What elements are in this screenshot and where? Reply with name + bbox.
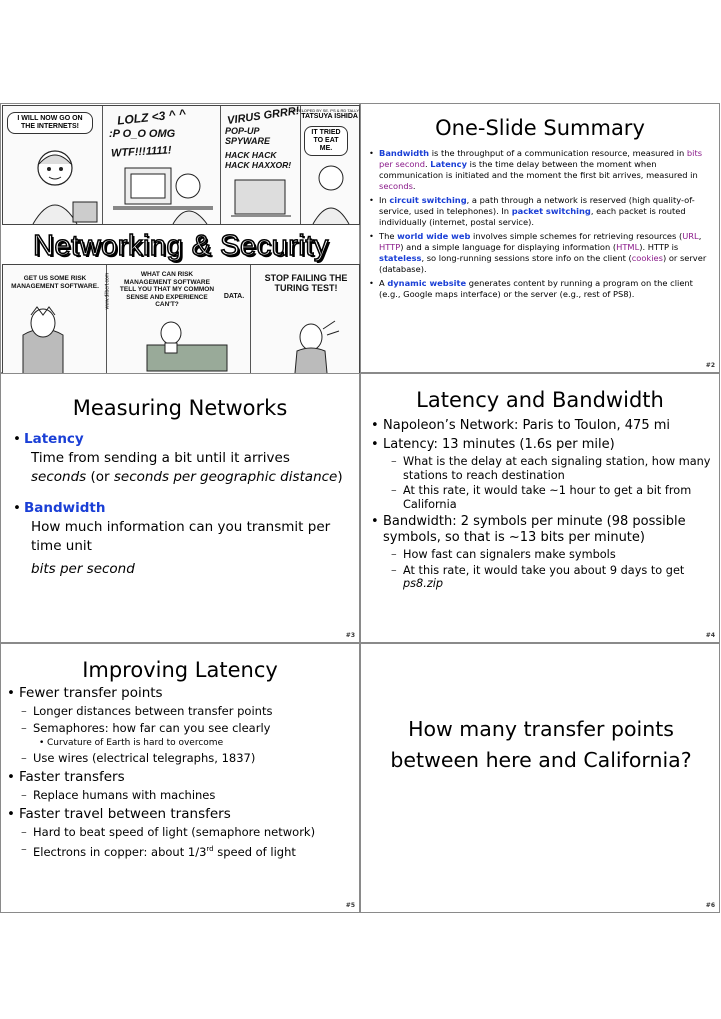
slide-number: #2 [705,362,715,369]
slide-5-body [1,685,359,860]
bandwidth-units: bits per second [31,561,135,577]
scared-kid-drawing [301,106,361,226]
slide-5 [0,643,360,913]
bandwidth-heading: • Bandwidth [13,499,359,518]
comic-panel-3 [221,106,301,224]
dilbert-text-3: STOP FAILING THE TURING TEST! [264,273,348,293]
comic-artist: TATSUYA ISHIDA [301,113,358,120]
slide-4-title: Latency and Bandwidth [416,388,664,412]
slide-2-title: One-Slide Summary [435,116,645,140]
desk-drawing [107,265,251,375]
slide-1 [0,103,360,373]
speech-bubble-1: I WILL NOW GO ON THE INTERNETS! [7,112,93,134]
summary-list [361,148,719,300]
latency-description: Time from sending a bit until it arrives [31,450,290,466]
scribble-popup: POP-UP SPYWARE [225,126,271,146]
bullet-fewer-transfer: • Fewer transfer points [7,685,359,702]
dilbert-url: www.dilbert.com [104,273,110,310]
monitor-chaos-drawing [221,106,301,226]
slide-5-title: Improving Latency [82,658,278,682]
summary-item-switching: • In circuit switching, a path through a network is reserved (high quality-of-service, used in telephones). In packet switching, each packet is routed individually (internet, postal service). [369,195,713,228]
latency-heading: • Latency [13,430,359,449]
scribble-virus: VIRUS GRRR! [226,104,301,128]
speech-bubble-2: IT TRIED TO EAT ME. [304,126,348,156]
angry-boss-drawing [251,265,361,375]
sub-longer-distances: – Longer distances between transfer points [7,704,359,719]
slide-number: #3 [345,632,355,639]
slide-6-question: How many transfer points between here and California? [390,717,692,772]
slide-4-body [361,418,719,591]
sub-ps8: – At this rate, it would take you about 9 days to get ps8.zip [371,564,713,591]
slide-6 [360,643,720,913]
slide-3 [0,373,360,643]
summary-item-web: • The world wide web involves simple schemes for retrieving resources (URL, HTTP) and a simple language for displaying information (HTML). HTTP is stateless, so long-running sessions store info on the client (cookies) or server (database). [369,231,713,275]
sub-symbols: – How fast can signalers make symbols [371,548,713,562]
bullet-latency: • Latency: 13 minutes (1.6s per mile) [371,437,713,453]
bullet-napoleon: • Napoleon’s Network: Paris to Toulon, 475 mi [371,418,713,434]
slide-number: #5 [345,902,355,909]
comic-panel-1 [3,106,103,224]
summary-item-bandwidth: • Bandwidth is the throughput of a communication resource, measured in bits per second. Latency is the time delay between the moment when communication is initiated and the moment the first bit arrives, measured in seconds. [369,148,713,192]
dilbert-text-2-side: DATA. [223,293,245,300]
sub-california: – At this rate, it would take ~1 hour to get a bit from California [371,484,713,511]
scribble-wtf: WTF!!!1111! [110,144,172,160]
slide-4 [360,373,720,643]
sub-speed-of-light: – Hard to beat speed of light (semaphore network) [7,825,359,840]
bullet-faster-travel: • Faster travel between transfers [7,806,359,823]
dilbert-panel-1 [3,265,110,373]
sub-curvature: • Curvature of Earth is hard to overcome [7,737,359,749]
sub-semaphores: – Semaphores: how far can you see clearly [7,721,359,736]
summary-item-dynamic: • A dynamic website generates content by running a program on the client (e.g., Google maps interface) or the server (e.g., rest of PS8). [369,278,713,300]
sub-delay: – What is the delay at each signaling station, how many stations to reach destination [371,455,713,482]
comic-panel-2 [103,106,221,224]
sub-wires: – Use wires (electrical telegraphs, 1837) [7,751,359,766]
bullet-faster-transfers: • Faster transfers [7,769,359,786]
comic-bottom [2,264,360,374]
slide-3-body [1,430,359,579]
scribble-hack: HACK HACK HACK HAXXOR! [225,150,292,170]
boss-drawing [3,265,107,375]
handout-grid [0,103,720,913]
dilbert-text-1: GET US SOME RISK MANAGEMENT SOFTWARE. [11,275,99,290]
slide-2 [360,103,720,373]
comic-panel-4 [290,106,361,224]
dilbert-panel-2 [107,265,251,373]
slide-3-title: Measuring Networks [72,396,288,420]
bandwidth-description: How much information can you transmit per time unit [31,519,331,554]
sub-copper: – Electrons in copper: about 1/3rd speed of light [7,842,359,860]
bullet-bandwidth: • Bandwidth: 2 symbols per minute (98 possible symbols, so that is ~13 bits per minute) [371,514,713,546]
boy-drawing [3,106,103,226]
computer-drawing [103,106,221,226]
dilbert-text-2: WHAT CAN RISK MANAGEMENT SOFTWARE TELL YOU THAT MY COMMON SENSE AND EXPERIENCE CAN'T? [119,271,215,308]
slide-number: #4 [705,632,715,639]
comic-credit: DEVELOPED BY SE, PS & RD TALLY [290,108,359,113]
latency-units: seconds (or seconds per geographic distance) [31,469,343,485]
slide-number: #6 [705,902,715,909]
dilbert-panel-3 [251,265,361,373]
scribble-lolz: LOLZ <3 ^ ^ [116,106,187,128]
scribble-omg: :P O_O OMG [109,128,176,140]
slide-1-title: Networking & Security [33,230,329,262]
comic-top [2,105,360,225]
sub-machines: – Replace humans with machines [7,788,359,803]
